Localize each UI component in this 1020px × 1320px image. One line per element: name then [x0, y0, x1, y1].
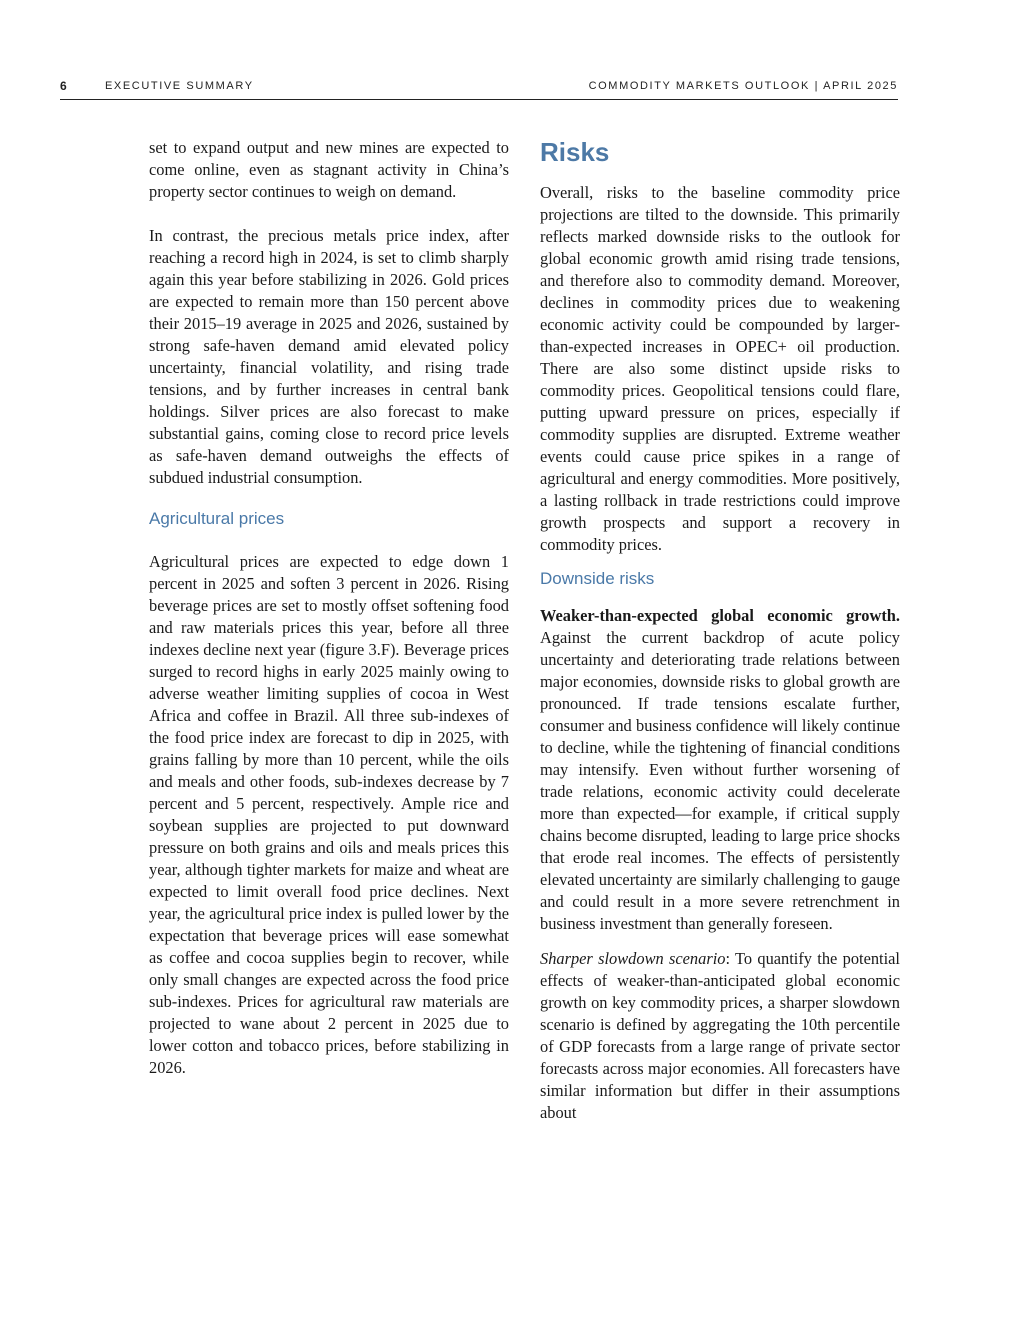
- heading-downside-risks: Downside risks: [540, 569, 655, 588]
- publication-title: COMMODITY MARKETS OUTLOOK | APRIL 2025: [588, 80, 898, 92]
- paragraph-weaker-growth: [540, 605, 900, 935]
- lead-sharper-slowdown: Sharper slowdown scenario: [540, 949, 726, 968]
- heading-risks: Risks: [540, 137, 610, 167]
- paragraph-risks-overview: Overall, risks to the baseline commodity price projections are tilted to the downside. This primarily reflects marked downside risks to the outlook for global economic growth amid rising trade tensions, and therefore also to commodity demand. Moreover, declines in commodity prices due to weakening economic activity could be compounded by larger-than-expected increases in OPEC+ oil production. There are also some distinct upside risks to commodity prices. Geopolitical tensions could flare, putting upward pressure on prices, especially if commodity supplies are disrupted. Extreme weather events could cause price spikes in a range of agricultural and energy commodities. More positively, a lasting rollback in trade restrictions could improve growth prospects and support a recovery in commodity prices.: [540, 183, 900, 554]
- paragraph-metals-continued: set to expand output and new mines are expected to come online, even as stagnant activity in China’s property sector continues to weigh on demand.: [149, 138, 509, 201]
- heading-agricultural-prices: Agricultural prices: [149, 509, 285, 528]
- page-number: 6: [60, 79, 67, 93]
- paragraph-sharper-slowdown: [540, 948, 900, 1124]
- paragraph-agricultural-prices: Agricultural prices are expected to edge down 1 percent in 2025 and soften 3 percent in 2026. Rising beverage prices are set to mostly offset softening food and raw materials prices this year, before all three indexes decline next year (figure 3.F). Beverage prices surged to record highs in early 2025 mainly owing to adverse weather limiting supplies of cocoa in West Africa and coffee in Brazil. All three sub-indexes of the food price index are forecast to dip in 2025, with grains falling by more than 10 percent, while the oils and meals and other foods, sub-indexes decrease by 7 percent and 5 percent, respectively. Ample rice and soybean supplies are projected to put downward pressure on both grains and oils and meals prices this year, although tighter markets for maize and wheat are expected to limit overall food price declines. Next year, the agricultural price index is pulled lower by the expectation that beverage prices will ease somewhat as coffee and cocoa supplies begin to recover, while only small changes are expected across the food price sub-indexes. Prices for agricultural raw materials are projected to wane about 2 percent in 2025 due to lower cotton and tobacco prices, before stabilizing in 2026.: [149, 552, 509, 1077]
- running-header: [60, 79, 898, 100]
- left-column: [149, 137, 509, 1079]
- paragraph-precious-metals: In contrast, the precious metals price index, after reaching a record high in 2024, is set to climb sharply again this year before stabilizing in 2026. Gold prices are expected to remain more than 150 percent above their 2015–19 average in 2025 and 2026, sustained by strong safe-haven demand amid elevated policy uncertainty, financial volatility, and rising trade tensions, and by further increases in central bank holdings. Silver prices are also forecast to make substantial gains, coming close to record price levels as safe-haven demand outweighs the effects of subdued industrial consumption.: [149, 226, 509, 487]
- text-sharper-slowdown: : To quantify the potential effects of weaker-than-anticipated global economic growth on key commodity prices, a sharper slowdown scenario is defined by aggregating the 10th percentile of GDP forecasts from a large range of private sector forecasts across major economies. All forecasters have similar information but differ in their assumptions about: [540, 949, 900, 1122]
- section-label: EXECUTIVE SUMMARY: [105, 80, 254, 92]
- lead-weaker-growth: Weaker-than-expected global economic growth.: [540, 606, 900, 625]
- right-column: [540, 137, 900, 1124]
- text-weaker-growth: Against the current backdrop of acute policy uncertainty and deteriorating trade relations between major economies, downside risks to global growth are pronounced. If trade tensions escalate further, consumer and business confidence will likely continue to decline, while the tightening of financial conditions may intensify. Even without further worsening of trade relations, economic activity could decelerate more than expected—for example, if critical supply chains become disrupted, leading to large price shocks that erode real incomes. The effects of persistently elevated uncertainty are similarly challenging to gauge and could result in a more severe retrenchment in business investment than generally foreseen.: [540, 628, 900, 933]
